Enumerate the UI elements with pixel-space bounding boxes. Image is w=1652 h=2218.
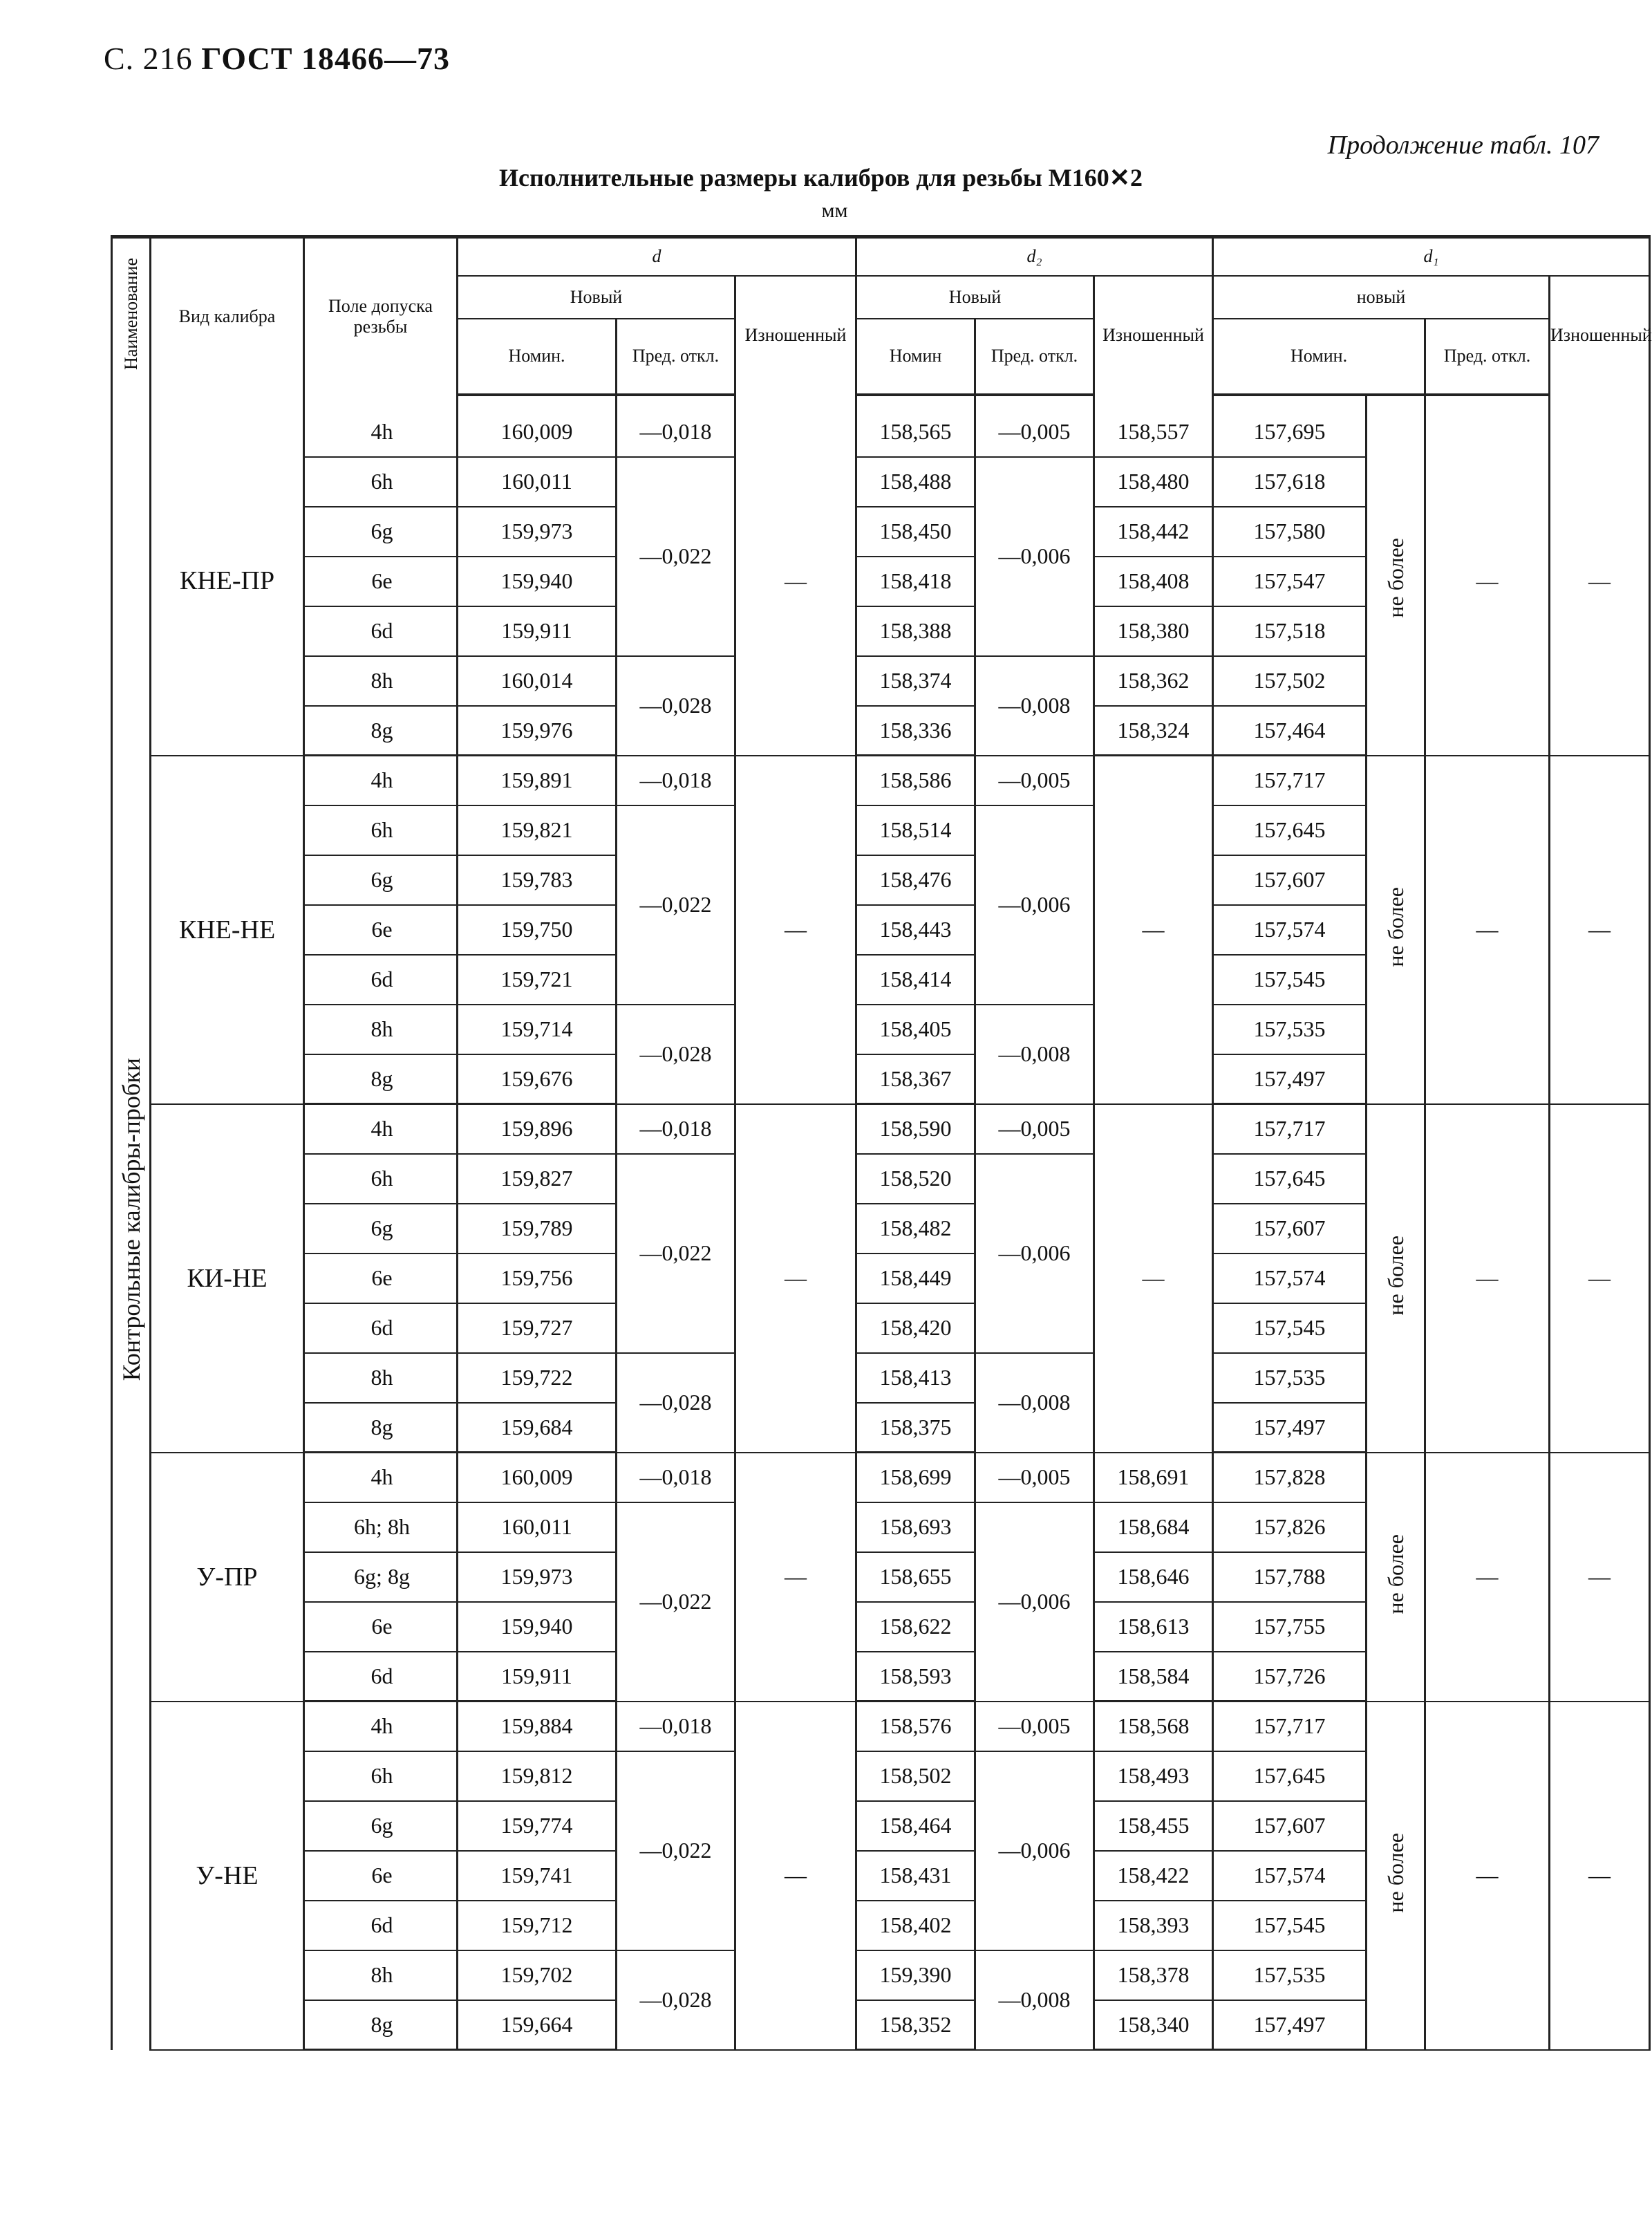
d-worn: —: [735, 407, 856, 756]
d-nominal: 159,940: [458, 1602, 617, 1652]
d-nominal: 159,774: [458, 1801, 617, 1851]
d2-nominal: 158,450: [856, 507, 975, 557]
d1-nominal: 157,518: [1213, 606, 1367, 656]
d2-nominal: 158,488: [856, 457, 975, 507]
d-deviation: —0,022: [617, 457, 735, 656]
d2-nominal: 158,576: [856, 1702, 975, 1751]
d-nominal: 159,973: [458, 1552, 617, 1602]
tolerance-field: 6h: [304, 1154, 458, 1204]
d1-nominal: 157,755: [1213, 1602, 1367, 1652]
d-nominal: 159,783: [458, 855, 617, 905]
column-header-name: Наименование: [112, 237, 151, 395]
tolerance-field: 6d: [304, 1652, 458, 1702]
d1-limit-not-more: [1367, 1702, 1425, 2050]
d2-nominal: 158,374: [856, 656, 975, 706]
d-nominal: 159,896: [458, 1104, 617, 1154]
not-more-label: не более: [1382, 886, 1408, 967]
d2-nominal: 158,375: [856, 1403, 975, 1453]
column-header-d2-worn: Изношенный: [1094, 276, 1213, 395]
tolerance-field: 6e: [304, 1602, 458, 1652]
d2-worn: 158,568: [1094, 1702, 1213, 1751]
d2-worn: 158,480: [1094, 457, 1213, 507]
d1-deviation: —: [1425, 1104, 1550, 1453]
tolerance-field: 4h: [304, 1453, 458, 1502]
column-header-d-new: Новый: [458, 276, 735, 319]
table-row: [112, 407, 1650, 457]
table-unit: мм: [821, 199, 848, 222]
d2-worn: 158,455: [1094, 1801, 1213, 1851]
column-header-d2: d₂: [856, 237, 1213, 276]
d-deviation: —0,022: [617, 1502, 735, 1702]
tolerance-field: 6h: [304, 457, 458, 507]
d2-nominal: 158,336: [856, 706, 975, 756]
tolerance-field: 6h: [304, 805, 458, 855]
gauge-type-cell: КИ-НЕ: [151, 1104, 304, 1453]
column-header-d1-dev: Пред. откл.: [1425, 319, 1550, 395]
d2-deviation: —0,005: [975, 756, 1094, 805]
d1-nominal: 157,645: [1213, 1154, 1367, 1204]
table-continuation-note: Продолжение табл. 107: [1327, 131, 1599, 160]
d-deviation: —0,018: [617, 1702, 735, 1751]
d2-nominal: 158,482: [856, 1204, 975, 1254]
standard-number: ГОСТ 18466—73: [201, 41, 451, 76]
column-header-d1-worn: Изношенный: [1550, 276, 1650, 395]
d1-nominal: 157,645: [1213, 1751, 1367, 1801]
d-nominal: 159,722: [458, 1353, 617, 1403]
d-deviation: —0,018: [617, 1104, 735, 1154]
d1-limit-not-more: [1367, 407, 1425, 756]
d2-worn: 158,362: [1094, 656, 1213, 706]
d2-nominal: 158,443: [856, 905, 975, 955]
d2-worn: 158,340: [1094, 2000, 1213, 2050]
d2-nominal: 158,593: [856, 1652, 975, 1702]
spacer-cell: [1213, 395, 1367, 407]
d1-worn: —: [1550, 1104, 1650, 1453]
spacer-cell: [617, 395, 735, 407]
d2-worn: —: [1094, 1104, 1213, 1453]
d2-worn: 158,557: [1094, 407, 1213, 457]
d2-nominal: 159,390: [856, 1950, 975, 2000]
d-nominal: 159,684: [458, 1403, 617, 1453]
d2-deviation: —0,006: [975, 1154, 1094, 1353]
d-nominal: 160,011: [458, 1502, 617, 1552]
column-header-d: d: [458, 237, 856, 276]
d-deviation: —0,022: [617, 805, 735, 1005]
d-deviation: —0,018: [617, 1453, 735, 1502]
d2-deviation: —0,005: [975, 407, 1094, 457]
tolerance-field: 6e: [304, 1254, 458, 1303]
d2-nominal: 158,514: [856, 805, 975, 855]
d1-nominal: 157,535: [1213, 1950, 1367, 2000]
d-nominal: 159,714: [458, 1005, 617, 1054]
d1-nominal: 157,545: [1213, 1901, 1367, 1950]
d1-nominal: 157,618: [1213, 457, 1367, 507]
tolerance-field: 6e: [304, 905, 458, 955]
d1-nominal: 157,574: [1213, 1254, 1367, 1303]
column-header-d-dev: Пред. откл.: [617, 319, 735, 395]
spacer-cell: [856, 395, 975, 407]
d1-nominal: 157,574: [1213, 905, 1367, 955]
d1-worn: —: [1550, 407, 1650, 756]
d1-limit-not-more: [1367, 756, 1425, 1104]
spacer-cell: [304, 395, 458, 407]
tolerance-field: 6g; 8g: [304, 1552, 458, 1602]
d2-nominal: 158,418: [856, 557, 975, 606]
d-nominal: 159,940: [458, 557, 617, 606]
column-header-tolerance: Поле допуска резьбы: [304, 237, 458, 395]
d-nominal: 159,891: [458, 756, 617, 805]
tolerance-field: 6d: [304, 606, 458, 656]
tolerance-field: 8g: [304, 2000, 458, 2050]
d1-nominal: 157,607: [1213, 1801, 1367, 1851]
d1-nominal: 157,545: [1213, 955, 1367, 1005]
d1-worn: —: [1550, 756, 1650, 1104]
d2-deviation: —0,005: [975, 1453, 1094, 1502]
d2-nominal: 158,590: [856, 1104, 975, 1154]
tolerance-field: 8h: [304, 1353, 458, 1403]
d-nominal: 159,911: [458, 606, 617, 656]
d1-nominal: 157,717: [1213, 1104, 1367, 1154]
d1-nominal: 157,535: [1213, 1353, 1367, 1403]
d1-nominal: 157,580: [1213, 507, 1367, 557]
d2-nominal: 158,655: [856, 1552, 975, 1602]
page-number: С. 216: [104, 41, 193, 76]
d-worn: —: [735, 1104, 856, 1453]
column-header-d-worn: Изношенный: [735, 276, 856, 395]
d2-nominal: 158,414: [856, 955, 975, 1005]
tolerance-field: 6e: [304, 1851, 458, 1901]
tolerance-field: 8g: [304, 706, 458, 756]
d1-nominal: 157,695: [1213, 407, 1367, 457]
page-header: [104, 40, 450, 77]
spacer-cell: [1425, 395, 1550, 407]
d1-limit-not-more: [1367, 1104, 1425, 1453]
d-nominal: 159,712: [458, 1901, 617, 1950]
not-more-label: не более: [1382, 538, 1408, 618]
d2-deviation: —0,006: [975, 1751, 1094, 1950]
d-nominal: 159,976: [458, 706, 617, 756]
d1-worn: —: [1550, 1453, 1650, 1702]
gauge-type-cell: У-ПР: [151, 1453, 304, 1702]
category-cell: [112, 395, 151, 2050]
d2-worn: 158,493: [1094, 1751, 1213, 1801]
d-deviation: —0,022: [617, 1751, 735, 1950]
d2-worn: 158,393: [1094, 1901, 1213, 1950]
column-header-type: Вид калибра: [151, 237, 304, 395]
tolerance-field: 6d: [304, 1901, 458, 1950]
d2-deviation: —0,005: [975, 1104, 1094, 1154]
d1-nominal: 157,726: [1213, 1652, 1367, 1702]
d2-worn: 158,380: [1094, 606, 1213, 656]
d-deviation: —0,018: [617, 756, 735, 805]
d2-worn: 158,378: [1094, 1950, 1213, 2000]
d1-nominal: 157,464: [1213, 706, 1367, 756]
d2-nominal: 158,520: [856, 1154, 975, 1204]
not-more-label: не более: [1382, 1534, 1408, 1614]
table-header: [112, 237, 1650, 395]
table-body: [112, 395, 1650, 2050]
d2-worn: 158,442: [1094, 507, 1213, 557]
d2-nominal: 158,402: [856, 1901, 975, 1950]
d-deviation: —0,028: [617, 1005, 735, 1104]
gauge-dimensions-table: [111, 235, 1651, 2051]
tolerance-field: 6h; 8h: [304, 1502, 458, 1552]
tolerance-field: 8h: [304, 656, 458, 706]
d1-nominal: 157,788: [1213, 1552, 1367, 1602]
d1-nominal: 157,547: [1213, 557, 1367, 606]
d-nominal: 159,812: [458, 1751, 617, 1801]
d-deviation: —0,028: [617, 656, 735, 756]
column-header-d1-new: новый: [1213, 276, 1550, 319]
d1-nominal: 157,826: [1213, 1502, 1367, 1552]
table-row: [112, 1104, 1650, 1154]
tolerance-field: 8h: [304, 1950, 458, 2000]
d2-nominal: 158,352: [856, 2000, 975, 2050]
d1-nominal: 157,607: [1213, 855, 1367, 905]
d2-nominal: 158,476: [856, 855, 975, 905]
d2-nominal: 158,693: [856, 1502, 975, 1552]
d-nominal: 159,721: [458, 955, 617, 1005]
not-more-label: не более: [1382, 1235, 1408, 1316]
tolerance-field: 4h: [304, 1104, 458, 1154]
gauge-type-cell: КНЕ-ПР: [151, 407, 304, 756]
d1-nominal: 157,497: [1213, 1403, 1367, 1453]
tolerance-field: 6h: [304, 1751, 458, 1801]
d-nominal: 159,741: [458, 1851, 617, 1901]
table-title: Исполнительные размеры калибров для резьбы М160✕2: [499, 164, 1143, 192]
gauge-type-cell: КНЕ-НЕ: [151, 756, 304, 1104]
spacer-cell: [151, 395, 304, 407]
d-deviation: —0,028: [617, 1353, 735, 1453]
column-header-d2-nom: Номин: [856, 319, 975, 395]
d-worn: —: [735, 1453, 856, 1702]
d2-worn: 158,584: [1094, 1652, 1213, 1702]
tolerance-field: 8g: [304, 1403, 458, 1453]
d2-nominal: 158,622: [856, 1602, 975, 1652]
d-nominal: 159,756: [458, 1254, 617, 1303]
d2-nominal: 158,565: [856, 407, 975, 457]
d1-nominal: 157,828: [1213, 1453, 1367, 1502]
d1-deviation: —: [1425, 756, 1550, 1104]
d-nominal: 160,014: [458, 656, 617, 706]
d1-deviation: —: [1425, 1453, 1550, 1702]
d2-worn: —: [1094, 756, 1213, 1104]
d-nominal: 159,750: [458, 905, 617, 955]
d-nominal: 159,727: [458, 1303, 617, 1353]
d2-nominal: 158,502: [856, 1751, 975, 1801]
d2-deviation: —0,005: [975, 1702, 1094, 1751]
d-nominal: 159,911: [458, 1652, 617, 1702]
table-row: [112, 1702, 1650, 1751]
tolerance-field: 6g: [304, 1801, 458, 1851]
d2-worn: 158,691: [1094, 1453, 1213, 1502]
tolerance-field: 6e: [304, 557, 458, 606]
d2-nominal: 158,586: [856, 756, 975, 805]
d2-deviation: —0,008: [975, 656, 1094, 756]
d-nominal: 159,973: [458, 507, 617, 557]
d2-nominal: 158,413: [856, 1353, 975, 1403]
tolerance-field: 6d: [304, 955, 458, 1005]
d1-nominal: 157,497: [1213, 1054, 1367, 1104]
column-header-d1: d₁: [1213, 237, 1650, 276]
d1-nominal: 157,502: [1213, 656, 1367, 706]
d2-worn: 158,646: [1094, 1552, 1213, 1602]
column-header-d2-new: Новый: [856, 276, 1094, 319]
tolerance-field: 6d: [304, 1303, 458, 1353]
category-label: Контрольные калибры-пробки: [117, 1057, 145, 1381]
d2-deviation: —0,008: [975, 1950, 1094, 2050]
spacer-cell: [735, 395, 856, 407]
d1-nominal: 157,497: [1213, 2000, 1367, 2050]
d1-nominal: 157,717: [1213, 756, 1367, 805]
d-worn: —: [735, 1702, 856, 2050]
d1-deviation: —: [1425, 407, 1550, 756]
gauge-type-cell: У-НЕ: [151, 1702, 304, 2050]
d-nominal: 160,009: [458, 1453, 617, 1502]
d-nominal: 159,702: [458, 1950, 617, 2000]
tolerance-field: 6g: [304, 855, 458, 905]
d2-worn: 158,684: [1094, 1502, 1213, 1552]
d2-nominal: 158,420: [856, 1303, 975, 1353]
tolerance-field: 8h: [304, 1005, 458, 1054]
d2-deviation: —0,006: [975, 805, 1094, 1005]
spacer-cell: [1094, 395, 1213, 407]
tolerance-field: 4h: [304, 1702, 458, 1751]
column-header-d1-nom: Номин.: [1213, 319, 1425, 395]
d-worn: —: [735, 756, 856, 1104]
d1-worn: —: [1550, 1702, 1650, 2050]
d1-nominal: 157,717: [1213, 1702, 1367, 1751]
d2-deviation: —0,008: [975, 1005, 1094, 1104]
tolerance-field: 6g: [304, 1204, 458, 1254]
tolerance-field: 6g: [304, 507, 458, 557]
d-deviation: —0,028: [617, 1950, 735, 2050]
spacer-cell: [1550, 395, 1650, 407]
d2-nominal: 158,449: [856, 1254, 975, 1303]
d1-nominal: 157,535: [1213, 1005, 1367, 1054]
d-nominal: 159,676: [458, 1054, 617, 1104]
d1-nominal: 157,574: [1213, 1851, 1367, 1901]
d2-nominal: 158,699: [856, 1453, 975, 1502]
d2-deviation: —0,006: [975, 1502, 1094, 1702]
d-nominal: 160,009: [458, 407, 617, 457]
d-nominal: 159,827: [458, 1154, 617, 1204]
spacer-cell: [975, 395, 1094, 407]
d2-nominal: 158,388: [856, 606, 975, 656]
d1-nominal: 157,607: [1213, 1204, 1367, 1254]
d-nominal: 159,821: [458, 805, 617, 855]
spacer-cell: [458, 395, 617, 407]
column-header-d2-dev: Пред. откл.: [975, 319, 1094, 395]
d2-worn: 158,408: [1094, 557, 1213, 606]
d-nominal: 159,664: [458, 2000, 617, 2050]
tolerance-field: 4h: [304, 756, 458, 805]
tolerance-field: 8g: [304, 1054, 458, 1104]
d-nominal: 159,884: [458, 1702, 617, 1751]
d2-nominal: 158,367: [856, 1054, 975, 1104]
column-header-d-nom: Номин.: [458, 319, 617, 395]
d1-deviation: —: [1425, 1702, 1550, 2050]
d2-worn: 158,613: [1094, 1602, 1213, 1652]
d2-nominal: 158,464: [856, 1801, 975, 1851]
tolerance-field: 4h: [304, 407, 458, 457]
not-more-label: не более: [1382, 1832, 1408, 1913]
d1-nominal: 157,645: [1213, 805, 1367, 855]
d1-nominal: 157,545: [1213, 1303, 1367, 1353]
table-row: [112, 1453, 1650, 1502]
d-deviation: —0,022: [617, 1154, 735, 1353]
table-row: [112, 756, 1650, 805]
spacer-cell: [1367, 395, 1425, 407]
d2-nominal: 158,431: [856, 1851, 975, 1901]
d2-worn: 158,324: [1094, 706, 1213, 756]
d-deviation: —0,018: [617, 407, 735, 457]
d2-deviation: —0,008: [975, 1353, 1094, 1453]
d2-worn: 158,422: [1094, 1851, 1213, 1901]
d-nominal: 160,011: [458, 457, 617, 507]
d-nominal: 159,789: [458, 1204, 617, 1254]
d2-nominal: 158,405: [856, 1005, 975, 1054]
d1-limit-not-more: [1367, 1453, 1425, 1702]
d2-deviation: —0,006: [975, 457, 1094, 656]
